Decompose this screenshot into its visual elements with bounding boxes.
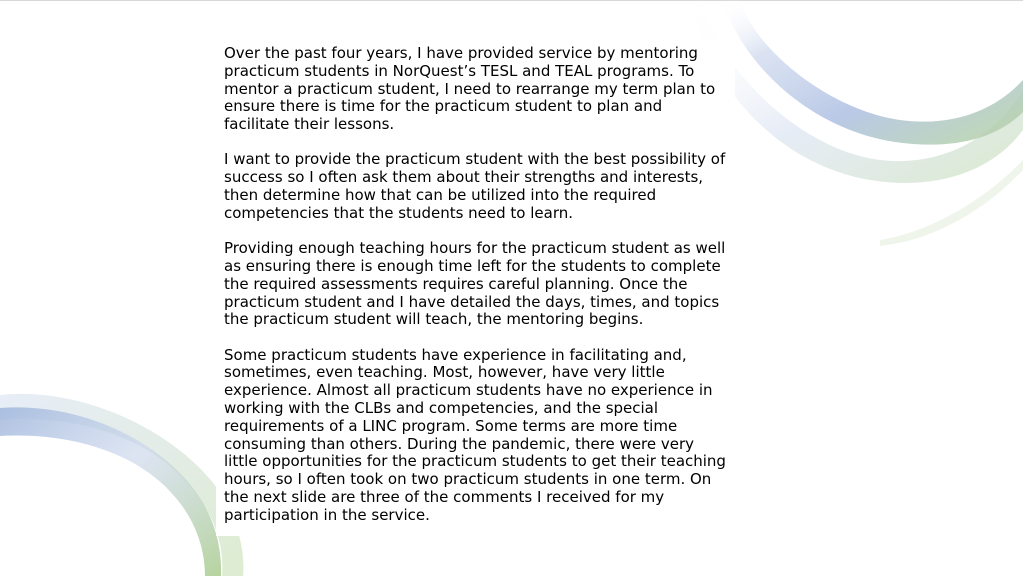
paragraph-1: Over the past four years, I have provided service by mentoring practicum students in NorQuest’s TESL and TEAL programs. To mentor a practicum student, I need to rearrange my term plan to ensure there is time for the practicum student to plan and facilitate their lessons. [224,44,716,134]
swoosh-bottom-left-inner [0,407,221,576]
body-text-box [216,40,735,536]
paragraph-2: I want to provide the practicum student with the best possibility of success so I often ask them about their strengths and interests, then determine how that can be utilized into the required competencies that the students need to learn. [224,150,726,222]
paragraph-4: Some practicum students have experience in facilitating and, sometimes, even teaching. Most, however, have very little experience. Almost all practicum students have no experience in working with the CLBs and competencies, and the special requirements of a LINC program. Some terms are more time consuming than others. During the pandemic, there were very little opportunities for the practicum students to get their teaching hours, so I often took on two practicum students in one term. On the next slide are three of the comments I received for my participation in the service. [224,345,726,524]
paragraph-3: Providing enough teaching hours for the practicum student as well as ensuring there is enough time left for the students to complete the required assessments requires careful planning. Once the practicum student and I have detailed the days, times, and topics the practicum student will teach, the mentoring begins. [224,239,726,329]
